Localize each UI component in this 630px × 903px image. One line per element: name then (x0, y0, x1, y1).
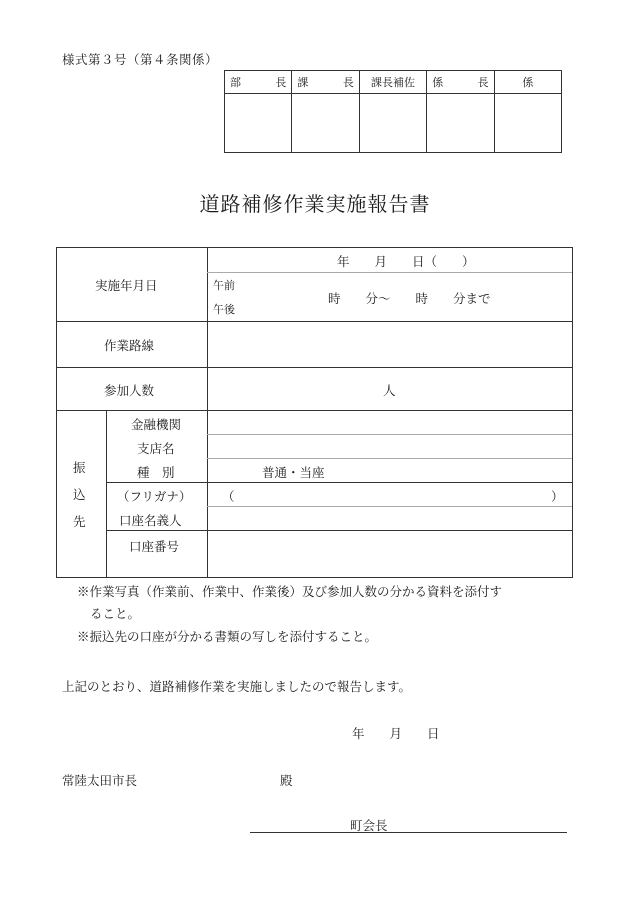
form-number: 様式第３号（第４条関係） (62, 52, 219, 67)
branch-label: 支店名 (137, 441, 175, 456)
statement: 上記のとおり、道路補修作業を実施しましたので報告します。 (62, 679, 412, 694)
date-label: 実施年月日 (95, 278, 158, 293)
note-1-line-2: ること。 (90, 606, 141, 621)
note-1 (77, 581, 502, 625)
approval-column (495, 71, 561, 152)
approval-header-char: 課 (297, 76, 309, 89)
furigana-paren-close: ） (551, 489, 564, 504)
stamp-area[interactable] (427, 94, 493, 152)
recipient: 常陸太田市長 (62, 773, 138, 788)
row-divider (106, 482, 572, 483)
approval-header: 課長補佐 (360, 71, 426, 94)
date-line[interactable]: 年 月 日（ ） (337, 254, 475, 269)
approval-header-char: 長 (477, 76, 489, 89)
route-label: 作業路線 (104, 338, 155, 353)
furigana-paren-open: （ (222, 489, 235, 504)
transfer-label-char: 込 (73, 487, 86, 502)
approval-header-char: 係 (432, 76, 444, 89)
row-divider (57, 321, 572, 322)
participants-unit: 人 (383, 383, 396, 398)
row-divider-light (207, 506, 572, 507)
stamp-area[interactable] (225, 94, 291, 152)
approval-column (360, 71, 427, 152)
approval-header (427, 71, 493, 94)
furigana-label: （フリガナ） (117, 489, 192, 504)
approval-header-char: 長 (275, 76, 287, 89)
transfer-divider (106, 410, 107, 577)
row-divider (57, 367, 572, 368)
approval-header (292, 71, 358, 94)
type-label: 種 別 (137, 465, 175, 480)
page-title: 道路補修作業実施報告書 (199, 192, 431, 216)
approval-stamp-box (224, 70, 562, 153)
approval-header-char: 部 (230, 76, 241, 89)
note-1-line-1: ※作業写真（作業前、作業中、作業後）及び参加人数の分かる資料を添付す (77, 584, 503, 599)
time-line[interactable]: 時 分～ 時 分まで (328, 291, 491, 306)
stamp-area[interactable] (360, 94, 426, 152)
am-label[interactable]: 午前 (213, 279, 235, 292)
signature-line[interactable] (250, 832, 567, 833)
approval-column (225, 71, 292, 152)
transfer-label-char: 先 (73, 514, 86, 529)
stamp-area[interactable] (495, 94, 561, 152)
column-divider (207, 248, 208, 577)
row-divider (57, 410, 572, 411)
chief-title: 町会長 (350, 818, 388, 833)
row-divider-light (207, 434, 572, 435)
approval-header-char: 長 (342, 76, 354, 89)
approval-column (427, 71, 494, 152)
bank-label: 金融機関 (131, 417, 182, 432)
holder-label: 口座名義人 (119, 513, 182, 528)
report-date[interactable]: 年 月 日 (352, 726, 440, 741)
report-table (56, 247, 573, 578)
account-number-label: 口座番号 (129, 539, 180, 554)
row-divider (106, 530, 572, 531)
row-divider-light (207, 272, 572, 273)
approval-header (225, 71, 291, 94)
row-divider-light (207, 458, 572, 459)
pm-label[interactable]: 午後 (213, 303, 235, 316)
stamp-area[interactable] (292, 94, 358, 152)
participants-label: 参加人数 (104, 383, 155, 398)
note-2: ※振込先の口座が分かる書類の写しを添付すること。 (77, 629, 378, 644)
honorific: 殿 (280, 773, 293, 788)
transfer-label-char: 振 (73, 460, 86, 475)
approval-header: 係 (495, 71, 561, 94)
account-type-value[interactable]: 普通・当座 (262, 465, 325, 480)
approval-column (292, 71, 359, 152)
